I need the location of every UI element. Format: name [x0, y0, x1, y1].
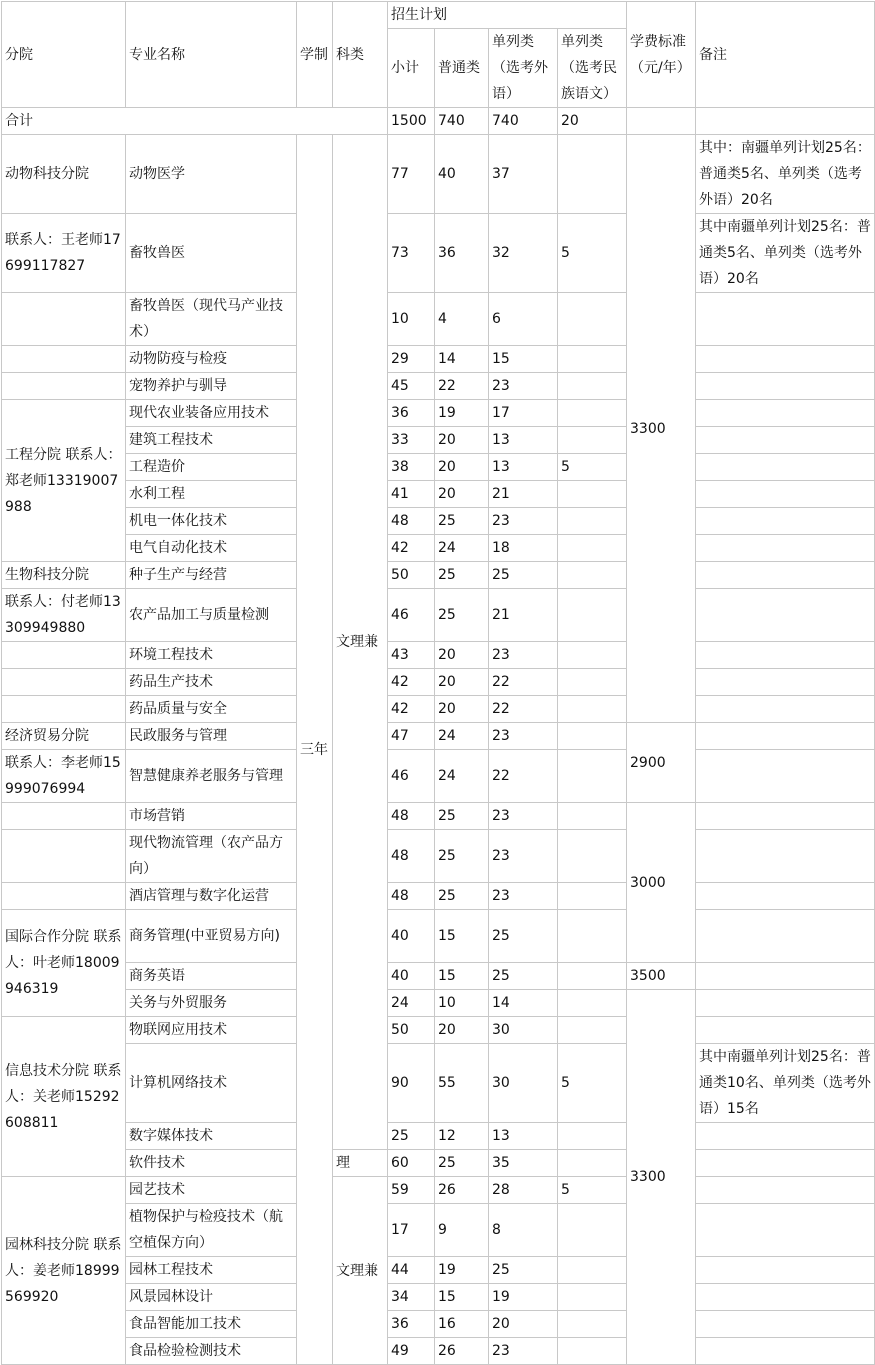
table-row [2, 1017, 875, 1044]
foreign-cell: 30 [489, 1017, 558, 1044]
table-row [2, 508, 875, 535]
foreign-cell: 25 [489, 562, 558, 589]
regular-cell: 25 [435, 883, 489, 910]
regular-cell: 15 [435, 910, 489, 963]
subtotal-cell: 50 [388, 562, 435, 589]
foreign-cell: 22 [489, 696, 558, 723]
regular-cell: 40 [435, 135, 489, 214]
subtotal-cell: 40 [388, 910, 435, 963]
ethnic-cell [558, 1150, 627, 1177]
regular-cell: 20 [435, 481, 489, 508]
subtotal-cell: 42 [388, 669, 435, 696]
regular-cell: 25 [435, 1150, 489, 1177]
major-cell: 民政服务与管理 [126, 723, 297, 750]
subtotal-cell: 49 [388, 1338, 435, 1365]
remark-cell: 其中南疆单列计划25名：普通类10名、单列类（选考外语）15名 [696, 1044, 875, 1123]
total-fee [627, 108, 696, 135]
major-cell: 药品生产技术 [126, 669, 297, 696]
subtotal-cell: 46 [388, 750, 435, 803]
regular-cell: 12 [435, 1123, 489, 1150]
remark-cell [696, 1284, 875, 1311]
foreign-cell: 21 [489, 589, 558, 642]
ethnic-cell [558, 346, 627, 373]
remark-cell [696, 803, 875, 830]
subtotal-cell: 40 [388, 963, 435, 990]
ethnic-cell [558, 293, 627, 346]
remark-cell [696, 1150, 875, 1177]
header-regular: 普通类 [435, 29, 489, 108]
major-cell: 数字媒体技术 [126, 1123, 297, 1150]
table-row [2, 589, 875, 642]
ethnic-cell [558, 803, 627, 830]
ethnic-cell [558, 589, 627, 642]
foreign-cell: 25 [489, 963, 558, 990]
ethnic-cell [558, 562, 627, 589]
table-row [2, 135, 875, 214]
table-row [2, 400, 875, 427]
foreign-cell: 22 [489, 669, 558, 696]
header-fee: 学费标准（元/年） [627, 2, 696, 108]
remark-cell [696, 508, 875, 535]
major-cell: 现代物流管理（农产品方向） [126, 830, 297, 883]
foreign-cell: 23 [489, 830, 558, 883]
subtotal-cell: 50 [388, 1017, 435, 1044]
major-cell: 农产品加工与质量检测 [126, 589, 297, 642]
regular-cell: 20 [435, 696, 489, 723]
major-cell: 现代农业装备应用技术 [126, 400, 297, 427]
remark-cell [696, 346, 875, 373]
ethnic-cell [558, 1311, 627, 1338]
remark-cell [696, 1177, 875, 1204]
regular-cell: 20 [435, 454, 489, 481]
major-cell: 动物防疫与检疫 [126, 346, 297, 373]
major-cell: 风景园林设计 [126, 1284, 297, 1311]
college-cell [2, 803, 126, 830]
header-subtotal: 小计 [388, 29, 435, 108]
table-row [2, 910, 875, 963]
total-remark [696, 108, 875, 135]
table-row [2, 750, 875, 803]
regular-cell: 25 [435, 508, 489, 535]
remark-cell [696, 750, 875, 803]
ethnic-cell: 5 [558, 214, 627, 293]
ethnic-cell [558, 669, 627, 696]
subject-cell: 文理兼 [333, 1177, 388, 1365]
ethnic-cell [558, 135, 627, 214]
regular-cell: 26 [435, 1177, 489, 1204]
remark-cell [696, 589, 875, 642]
fee-cell: 3000 [627, 803, 696, 963]
foreign-cell: 23 [489, 508, 558, 535]
table-row [2, 1284, 875, 1311]
table-row [2, 562, 875, 589]
regular-cell: 20 [435, 1017, 489, 1044]
major-cell: 园林工程技术 [126, 1257, 297, 1284]
ethnic-cell [558, 427, 627, 454]
foreign-cell: 14 [489, 990, 558, 1017]
major-cell: 宠物养护与驯导 [126, 373, 297, 400]
header-foreign: 单列类（选考外语） [489, 29, 558, 108]
table-row [2, 1150, 875, 1177]
regular-cell: 19 [435, 400, 489, 427]
subtotal-cell: 24 [388, 990, 435, 1017]
remark-cell [696, 535, 875, 562]
table-row [2, 723, 875, 750]
remark-cell [696, 830, 875, 883]
header-row-1 [2, 2, 875, 29]
regular-cell: 15 [435, 1284, 489, 1311]
foreign-cell: 30 [489, 1044, 558, 1123]
major-cell: 软件技术 [126, 1150, 297, 1177]
subtotal-cell: 41 [388, 481, 435, 508]
subtotal-cell: 36 [388, 1311, 435, 1338]
enrollment-plan-table [1, 1, 875, 1365]
subtotal-cell: 29 [388, 346, 435, 373]
fee-cell: 3500 [627, 963, 696, 990]
table-row [2, 963, 875, 990]
regular-cell: 14 [435, 346, 489, 373]
college-cell: 工程分院 联系人：郑老师13319007988 [2, 400, 126, 562]
subtotal-cell: 48 [388, 883, 435, 910]
remark-cell [696, 1338, 875, 1365]
subtotal-cell: 60 [388, 1150, 435, 1177]
college-cell: 信息技术分院 联系人：关老师15292608811 [2, 1017, 126, 1177]
regular-cell: 24 [435, 535, 489, 562]
ethnic-cell [558, 535, 627, 562]
college-cell: 园林科技分院 联系人：姜老师18999569920 [2, 1177, 126, 1365]
major-cell: 畜牧兽医（现代马产业技术） [126, 293, 297, 346]
remark-cell [696, 1311, 875, 1338]
college-cell [2, 830, 126, 883]
header-college: 分院 [2, 2, 126, 108]
table-row [2, 1257, 875, 1284]
subtotal-cell: 46 [388, 589, 435, 642]
ethnic-cell [558, 1284, 627, 1311]
total-ethnic: 20 [558, 108, 627, 135]
remark-cell [696, 883, 875, 910]
remark-cell [696, 963, 875, 990]
major-cell: 智慧健康养老服务与管理 [126, 750, 297, 803]
table-row [2, 1338, 875, 1365]
major-cell: 关务与外贸服务 [126, 990, 297, 1017]
table-row [2, 1311, 875, 1338]
ethnic-cell [558, 910, 627, 963]
regular-cell: 24 [435, 750, 489, 803]
ethnic-cell [558, 696, 627, 723]
table-row [2, 1204, 875, 1257]
header-subject: 科类 [333, 2, 388, 108]
ethnic-cell [558, 1338, 627, 1365]
table-row [2, 481, 875, 508]
subtotal-cell: 34 [388, 1284, 435, 1311]
ethnic-cell [558, 750, 627, 803]
subtotal-cell: 48 [388, 803, 435, 830]
major-cell: 动物医学 [126, 135, 297, 214]
remark-cell [696, 910, 875, 963]
table-row [2, 1123, 875, 1150]
table-row [2, 642, 875, 669]
regular-cell: 24 [435, 723, 489, 750]
table-row [2, 883, 875, 910]
ethnic-cell: 5 [558, 454, 627, 481]
table-row [2, 803, 875, 830]
subtotal-cell: 73 [388, 214, 435, 293]
ethnic-cell [558, 883, 627, 910]
foreign-cell: 35 [489, 1150, 558, 1177]
ethnic-cell [558, 990, 627, 1017]
foreign-cell: 37 [489, 135, 558, 214]
table-row [2, 1044, 875, 1123]
ethnic-cell [558, 830, 627, 883]
table-row [2, 669, 875, 696]
ethnic-cell [558, 373, 627, 400]
major-cell: 种子生产与经营 [126, 562, 297, 589]
foreign-cell: 21 [489, 481, 558, 508]
regular-cell: 55 [435, 1044, 489, 1123]
foreign-cell: 13 [489, 427, 558, 454]
major-cell: 工程造价 [126, 454, 297, 481]
subtotal-cell: 38 [388, 454, 435, 481]
regular-cell: 19 [435, 1257, 489, 1284]
major-cell: 环境工程技术 [126, 642, 297, 669]
remark-cell: 其中：南疆单列计划25名：普通类5名、单列类（选考外语）20名 [696, 135, 875, 214]
table-row [2, 535, 875, 562]
ethnic-cell: 5 [558, 1044, 627, 1123]
remark-cell [696, 400, 875, 427]
regular-cell: 20 [435, 427, 489, 454]
foreign-cell: 23 [489, 1338, 558, 1365]
table-row [2, 373, 875, 400]
regular-cell: 10 [435, 990, 489, 1017]
remark-cell [696, 669, 875, 696]
remark-cell [696, 454, 875, 481]
fee-cell: 2900 [627, 723, 696, 803]
major-cell: 药品质量与安全 [126, 696, 297, 723]
regular-cell: 15 [435, 963, 489, 990]
remark-cell [696, 1257, 875, 1284]
regular-cell: 25 [435, 803, 489, 830]
remark-cell [696, 1017, 875, 1044]
college-cell: 联系人：李老师15999076994 [2, 750, 126, 803]
major-cell: 食品检验检测技术 [126, 1338, 297, 1365]
ethnic-cell [558, 963, 627, 990]
foreign-cell: 25 [489, 910, 558, 963]
foreign-cell: 22 [489, 750, 558, 803]
remark-cell [696, 1123, 875, 1150]
subtotal-cell: 77 [388, 135, 435, 214]
ethnic-cell [558, 400, 627, 427]
remark-cell [696, 696, 875, 723]
ethnic-cell [558, 1123, 627, 1150]
table-row [2, 454, 875, 481]
table-row [2, 293, 875, 346]
foreign-cell: 8 [489, 1204, 558, 1257]
subtotal-cell: 33 [388, 427, 435, 454]
major-cell: 植物保护与检疫技术（航空植保方向） [126, 1204, 297, 1257]
subtotal-cell: 17 [388, 1204, 435, 1257]
major-cell: 酒店管理与数字化运营 [126, 883, 297, 910]
major-cell: 水利工程 [126, 481, 297, 508]
remark-cell [696, 481, 875, 508]
regular-cell: 20 [435, 669, 489, 696]
header-duration: 学制 [297, 2, 333, 108]
college-cell: 动物科技分院 [2, 135, 126, 214]
subject-cell: 文理兼 [333, 135, 388, 1150]
major-cell: 建筑工程技术 [126, 427, 297, 454]
regular-cell: 20 [435, 642, 489, 669]
foreign-cell: 15 [489, 346, 558, 373]
college-cell: 生物科技分院 [2, 562, 126, 589]
regular-cell: 36 [435, 214, 489, 293]
total-foreign: 740 [489, 108, 558, 135]
header-remark: 备注 [696, 2, 875, 108]
college-cell [2, 642, 126, 669]
foreign-cell: 6 [489, 293, 558, 346]
table-row [2, 427, 875, 454]
remark-cell [696, 427, 875, 454]
remark-cell [696, 642, 875, 669]
remark-cell: 其中南疆单列计划25名：普通类5名、单列类（选考外语）20名 [696, 214, 875, 293]
foreign-cell: 18 [489, 535, 558, 562]
major-cell: 物联网应用技术 [126, 1017, 297, 1044]
ethnic-cell [558, 642, 627, 669]
major-cell: 计算机网络技术 [126, 1044, 297, 1123]
ethnic-cell [558, 1257, 627, 1284]
subject-cell: 理 [333, 1150, 388, 1177]
subtotal-cell: 36 [388, 400, 435, 427]
table-row [2, 696, 875, 723]
fee-cell: 3300 [627, 990, 696, 1365]
college-cell [2, 346, 126, 373]
remark-cell [696, 723, 875, 750]
foreign-cell: 13 [489, 454, 558, 481]
foreign-cell: 25 [489, 1257, 558, 1284]
total-row [2, 108, 875, 135]
regular-cell: 16 [435, 1311, 489, 1338]
foreign-cell: 23 [489, 803, 558, 830]
subtotal-cell: 48 [388, 830, 435, 883]
foreign-cell: 20 [489, 1311, 558, 1338]
college-cell [2, 669, 126, 696]
total-subtotal: 1500 [388, 108, 435, 135]
fee-cell: 3300 [627, 135, 696, 723]
total-label: 合计 [2, 108, 388, 135]
college-cell: 国际合作分院 联系人：叶老师18009946319 [2, 910, 126, 1017]
subtotal-cell: 59 [388, 1177, 435, 1204]
major-cell: 畜牧兽医 [126, 214, 297, 293]
college-cell [2, 373, 126, 400]
subtotal-cell: 10 [388, 293, 435, 346]
table-row [2, 346, 875, 373]
foreign-cell: 13 [489, 1123, 558, 1150]
remark-cell [696, 373, 875, 400]
header-ethnic: 单列类（选考民族语文） [558, 29, 627, 108]
regular-cell: 26 [435, 1338, 489, 1365]
ethnic-cell [558, 481, 627, 508]
foreign-cell: 23 [489, 723, 558, 750]
subtotal-cell: 90 [388, 1044, 435, 1123]
remark-cell [696, 293, 875, 346]
ethnic-cell: 5 [558, 1177, 627, 1204]
header-major: 专业名称 [126, 2, 297, 108]
major-cell: 商务英语 [126, 963, 297, 990]
regular-cell: 25 [435, 562, 489, 589]
subtotal-cell: 47 [388, 723, 435, 750]
ethnic-cell [558, 723, 627, 750]
subtotal-cell: 43 [388, 642, 435, 669]
subtotal-cell: 42 [388, 696, 435, 723]
regular-cell: 25 [435, 830, 489, 883]
college-cell: 经济贸易分院 [2, 723, 126, 750]
major-cell: 机电一体化技术 [126, 508, 297, 535]
ethnic-cell [558, 1017, 627, 1044]
remark-cell [696, 990, 875, 1017]
foreign-cell: 28 [489, 1177, 558, 1204]
subtotal-cell: 48 [388, 508, 435, 535]
major-cell: 电气自动化技术 [126, 535, 297, 562]
college-cell [2, 696, 126, 723]
remark-cell [696, 1204, 875, 1257]
subtotal-cell: 45 [388, 373, 435, 400]
college-cell [2, 293, 126, 346]
regular-cell: 25 [435, 589, 489, 642]
major-cell: 商务管理(中亚贸易方向) [126, 910, 297, 963]
table-row [2, 1177, 875, 1204]
foreign-cell: 23 [489, 642, 558, 669]
college-cell [2, 883, 126, 910]
foreign-cell: 23 [489, 883, 558, 910]
ethnic-cell [558, 1204, 627, 1257]
foreign-cell: 19 [489, 1284, 558, 1311]
foreign-cell: 23 [489, 373, 558, 400]
college-cell: 联系人：王老师17699117827 [2, 214, 126, 293]
duration-cell: 三年 [297, 135, 333, 1365]
subtotal-cell: 25 [388, 1123, 435, 1150]
subtotal-cell: 42 [388, 535, 435, 562]
major-cell: 园艺技术 [126, 1177, 297, 1204]
foreign-cell: 17 [489, 400, 558, 427]
header-plan: 招生计划 [388, 2, 627, 29]
foreign-cell: 32 [489, 214, 558, 293]
remark-cell [696, 562, 875, 589]
ethnic-cell [558, 508, 627, 535]
table-row [2, 830, 875, 883]
regular-cell: 4 [435, 293, 489, 346]
table-row [2, 990, 875, 1017]
major-cell: 市场营销 [126, 803, 297, 830]
regular-cell: 22 [435, 373, 489, 400]
major-cell: 食品智能加工技术 [126, 1311, 297, 1338]
table-row [2, 214, 875, 293]
total-regular: 740 [435, 108, 489, 135]
subtotal-cell: 44 [388, 1257, 435, 1284]
college-cell: 联系人：付老师13309949880 [2, 589, 126, 642]
regular-cell: 9 [435, 1204, 489, 1257]
